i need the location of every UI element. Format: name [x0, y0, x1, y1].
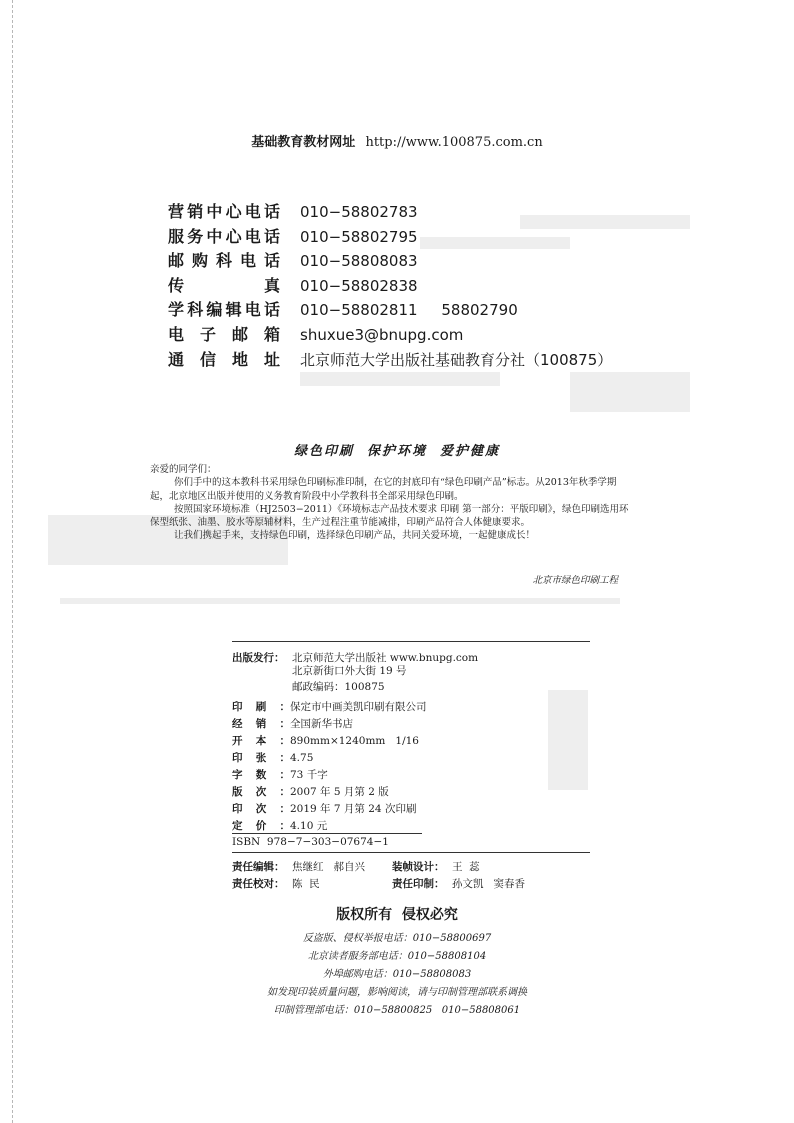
- contact-value: 010−58802838: [300, 276, 418, 295]
- imprint-key: 开本：: [232, 735, 290, 747]
- contact-row: [168, 249, 612, 274]
- copyright-title: 版权所有 侵权必究: [336, 907, 458, 923]
- imprint-value: 4.10 元: [290, 820, 328, 832]
- green-print-title: 绿色印刷 保护环境 爱护健康: [293, 444, 501, 459]
- contact-value: 010−58802783: [300, 203, 418, 221]
- imprint-value: 2007 年 5 月第 2 版: [290, 786, 389, 798]
- contact-row: [168, 200, 612, 225]
- contact-key: 电子邮箱: [168, 324, 280, 344]
- imprint-key: 印张：: [232, 752, 290, 764]
- imprint-key: 印次：: [232, 803, 290, 815]
- contact-key: 服务中心电话: [168, 226, 280, 246]
- contact-list: [168, 200, 612, 372]
- contact-key: 传真: [168, 275, 280, 295]
- divider: [232, 641, 590, 642]
- notice-paragraph: 你们手中的这本教科书采用绿色印刷标准印制，在它的封底印有“绿色印刷产品”标志。从2013年秋季学期起，北京地区出版并使用的义务教育阶段中小学教科书全部采用绿色印刷。: [150, 477, 617, 502]
- imprint-value: 北京师范大学出版社 www.bnupg.com: [292, 652, 479, 664]
- imprint-row: [232, 799, 416, 814]
- contact-row: [168, 298, 612, 323]
- scan-noise: [570, 372, 690, 412]
- copyright-line: 如发现印装质量问题，影响阅读，请与印制管理部联系调换: [267, 987, 527, 998]
- contact-value: 010−58802795: [300, 227, 418, 246]
- scan-noise: [548, 690, 588, 790]
- imprint-row: [232, 782, 389, 797]
- imprint-key: 经销：: [232, 718, 290, 730]
- textbook-website: [0, 131, 794, 150]
- imprint-publisher: [232, 648, 478, 663]
- imprint-row: [232, 731, 419, 746]
- scan-noise: [300, 372, 500, 386]
- imprint-postcode: 邮政编码：100875: [292, 681, 385, 693]
- imprint-value: 保定市中画美凯印刷有限公司: [290, 701, 427, 713]
- imprint-key: 版次：: [232, 786, 290, 798]
- notice-paragraph: 按照国家环境标准（HJ2503−2011）《环境标志产品技术要求 印刷 第一部分：平版印刷》，绿色印刷选用环保型纸张、油墨、胶水等原辅材料，生产过程注重节能减排，印刷产品符合人体健康要求。: [150, 503, 629, 529]
- imprint-key: 印刷：: [232, 701, 290, 713]
- contact-key: 学科编辑电话: [168, 300, 280, 320]
- imprint-value: 王 蕊: [452, 861, 480, 873]
- imprint-value: 孙文凯 窦春香: [452, 878, 526, 890]
- copyright-line: 印制管理部电话：010−58800825 010−58808061: [273, 1005, 521, 1016]
- divider: [232, 852, 590, 853]
- contact-value: 北京师范大学出版社基础教育分社（100875）: [300, 350, 613, 369]
- contact-key: 邮购科电话: [168, 251, 280, 271]
- imprint-row: [232, 765, 328, 780]
- imprint-key: 字数：: [232, 769, 290, 781]
- green-print-notice: [150, 463, 635, 543]
- imprint-credits-row: [232, 874, 525, 889]
- imprint-row: [232, 748, 313, 763]
- imprint-value: 4.75: [290, 752, 314, 764]
- scan-noise: [60, 598, 620, 604]
- imprint-key: 定价：: [232, 820, 290, 832]
- imprint-key: 装帧设计：: [392, 861, 445, 873]
- imprint-value: 890mm×1240mm 1/16: [290, 735, 419, 747]
- copyright-line: 外埠邮购电话：010−58808083: [322, 969, 472, 980]
- copyright-line: 反盗版、侵权举报电话：010−58800697: [302, 933, 492, 944]
- imprint-credits-row: [232, 857, 480, 872]
- notice-signature: 北京市绿色印刷工程: [532, 575, 618, 586]
- contact-value: 010−58808083: [300, 252, 418, 271]
- imprint-row: [232, 714, 353, 729]
- notice-greeting: 亲爱的同学们：: [150, 464, 217, 475]
- imprint-key: 责任印制：: [392, 878, 445, 890]
- contact-row: [168, 225, 612, 250]
- notice-paragraph: 让我们携起手来，支持绿色印刷，选择绿色印刷产品，共同关爱环境，一起健康成长！: [174, 530, 536, 542]
- imprint-isbn: ISBN 978−7−303−07674−1: [232, 836, 389, 848]
- contact-row: [168, 274, 612, 299]
- imprint-key: 出版发行：: [232, 652, 285, 664]
- contact-row: [168, 323, 612, 348]
- imprint-value: 全国新华书店: [290, 718, 353, 730]
- contact-value: shuxue3@bnupg.com: [300, 325, 464, 344]
- website-url: http://www.100875.com.cn: [365, 135, 543, 150]
- imprint-row: [232, 816, 327, 831]
- imprint-row: [232, 697, 427, 712]
- imprint-value: 焦继红 郝自兴: [292, 861, 366, 873]
- imprint-value: 陈 民: [292, 878, 320, 890]
- imprint-value: 2019 年 7 月第 24 次印刷: [290, 803, 417, 815]
- imprint-key: 责任校对：: [232, 878, 285, 890]
- imprint-key: 责任编辑：: [232, 861, 285, 873]
- website-label: 基础教育教材网址: [251, 135, 356, 150]
- contact-key: 营销中心电话: [168, 202, 280, 221]
- copyright-line: 北京读者服务部电话：010−58808104: [307, 951, 487, 962]
- contact-row: [168, 348, 612, 373]
- contact-value: 010−58802811 58802790: [300, 301, 518, 320]
- divider: [232, 833, 422, 834]
- imprint-address: 北京新街口外大街 19 号: [292, 665, 407, 677]
- imprint-value: 73 千字: [290, 769, 328, 781]
- contact-key: 通信地址: [168, 349, 280, 369]
